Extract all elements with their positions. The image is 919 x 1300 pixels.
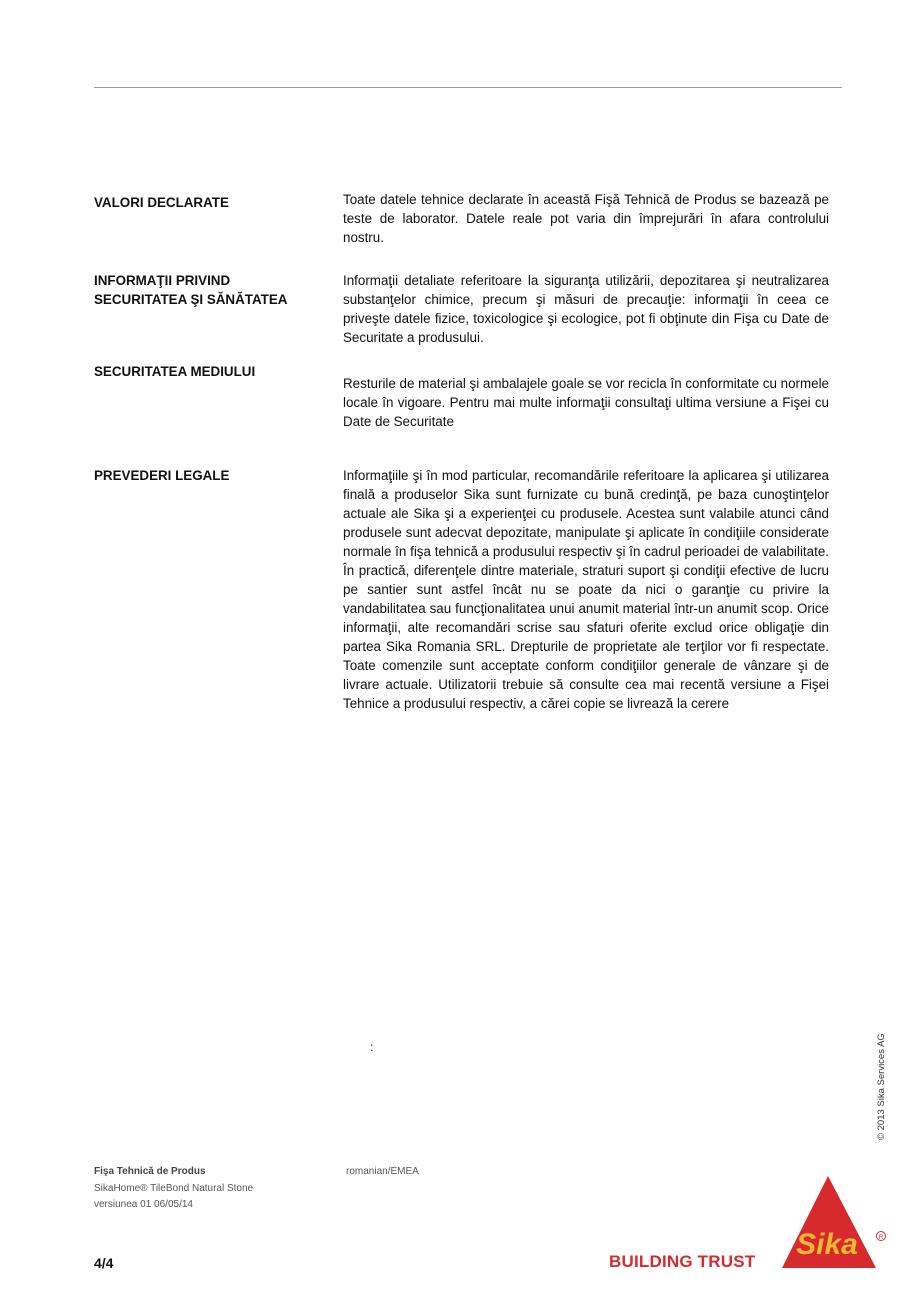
brand-tagline: BUILDING TRUST [609,1252,756,1271]
svg-text:R: R [878,1235,884,1241]
section-body: Informaţiile şi în mod particular, recomandările referitoare la aplicarea şi utilizarea finală a produselor Sika sunt furnizate cu bună credinţă, pe baza cunoştinţelor actuale ale Sika şi a experienţei cu produsele. Acestea sunt valabile atunci când produsele sunt adecvat depozitate, manipulate şi aplicate în condiţiile considerate normale în fişa tehnică a produsului respectiv şi în cadrul perioadei de valabilitate. În practică, diferenţele dintre materiale, straturi suport şi condiţii efective de lucru pe santier sunt astfel încât nu se poate da nici o garanţie cu privire la vandabilitatea sau funcţionalitatea unui anumit material într-un anumit scop. Orice informaţii, alte recomandări scrise sau sfaturi oferite exclud orice obligaţie din partea Sika Romania SRL. Drepturile de proprietate ale terţilor vor fi respectate. Toate comenzile sunt acceptate conform condiţiilor generale de vânzare şi de livrare actuale. Utilizatorii trebuie să consulte cea mai recentă versiune a Fişei Tehnice a produsului respectiv, a cărei copie se livrează la cerere [343,468,829,711]
footer-version: versiunea 01 06/05/14 [94,1199,193,1210]
section-label: INFORMAŢII PRIVIND SECURITATEA ŞI SĂNĂTATEA [94,273,288,307]
section-body: Toate datele tehnice declarate în această Fişă Tehnică de Produs se bazează pe teste de laborator. Datele reale pot varia din împrejurări în afara controlului nostru. [343,192,829,245]
footer-product-info [94,1164,253,1214]
section-label: VALORI DECLARATE [94,195,229,210]
svg-text:Sika: Sika [796,1228,858,1261]
section-body: Resturile de material şi ambalajele goale se vor recicla în conformitate cu normele locale în vigoare. Pentru mai multe informaţii consultaţi ultima versiune a Fişei cu Date de Securitate [343,376,830,429]
sika-logo-icon [780,1174,890,1272]
page-number: 4/4 [94,1255,114,1271]
stray-colon: : [370,1040,374,1054]
section-label: SECURITATEA MEDIULUI [94,364,256,379]
footer-doc-type: Fişa Tehnică de Produs [94,1166,206,1177]
header-rule [94,87,842,88]
section-body: Informaţii detaliate referitoare la siguranţa utilizării, depozitarea şi neutralizarea substanţelor chimice, precum şi măsuri de precauţie: informaţii în ceea ce priveşte datele fizice, toxicologice şi ecologice, pot fi obţinute din Fişa cu Date de Securitate a produsului. [343,273,829,345]
section-label: PREVEDERI LEGALE [94,468,230,483]
footer-language: romanian/EMEA [346,1166,419,1177]
copyright-notice: © 2013 Sika Services AG [876,1033,887,1140]
footer-product-name: SikaHome® TileBond Natural Stone [94,1182,254,1194]
